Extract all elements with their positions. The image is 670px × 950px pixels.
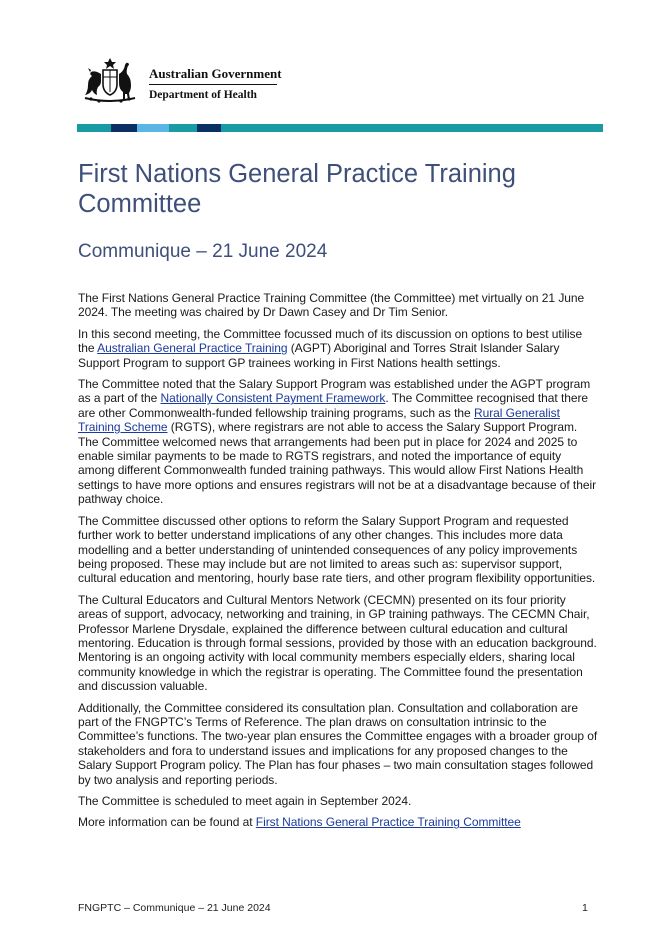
- government-logo: [77, 56, 282, 106]
- paragraph-next-meeting: The Committee is scheduled to meet again in September 2024.: [78, 794, 412, 808]
- rgts-link[interactable]: Rural Generalist Training Scheme: [78, 405, 560, 435]
- paragraph-more-info: [78, 815, 598, 829]
- paragraph-text: The Committee noted that the Salary Support Program was established under the AGPT program as a part of the: [78, 377, 591, 406]
- payment-framework-link[interactable]: Nationally Consistent Payment Framework: [160, 391, 386, 406]
- paragraph-text: In this second meeting, the Committee focussed much of its discussion on options to best utilise the: [78, 326, 583, 356]
- department-name: Department of Health: [149, 89, 257, 101]
- government-name: Australian Government: [149, 66, 282, 81]
- paragraph-focus: [78, 327, 598, 370]
- page-title: First Nations General Practice Training Committee: [78, 160, 516, 218]
- paragraph-salary-support: [78, 377, 598, 507]
- paragraph-meeting: The First Nations General Practice Training Committee (the Committee) met virtually on 21 June 2024. The meeting was chaired by Dr Dawn Casey and Dr Tim Senior.: [78, 291, 585, 320]
- logo-divider: [149, 84, 277, 85]
- page-subtitle: Communique – 21 June 2024: [78, 241, 328, 262]
- strip-segment: [197, 124, 221, 132]
- strip-segment: [169, 124, 197, 132]
- paragraph-text: (AGPT) Aboriginal and Torres Strait Islander Salary Support Program to support GP trainees working in First Nations health settings.: [78, 341, 560, 370]
- coat-of-arms-icon: [77, 56, 143, 104]
- strip-segment: [77, 124, 111, 132]
- paragraph-cecmn: The Cultural Educators and Cultural Mentors Network (CECMN) presented on its four priority areas of support, advocacy, networking and training, in GP training pathways. The CECMN Chair, Professor Marlene Drysdale, explained the difference between cultural education and cultural mentoring. Education is through formal sessions, provided by those with an education background. Mentoring is an ongoing activity with local community members especially elders, sharing local community knowledge in which the registrar is operating. The Committee found the presentation and discussion valuable.: [78, 592, 597, 694]
- strip-segment: [137, 124, 169, 132]
- footer-title: FNGPTC – Communique – 21 June 2024: [78, 902, 271, 914]
- page-number: 1: [582, 902, 588, 914]
- color-strip: [77, 124, 603, 132]
- paragraph-text: . The Committee recognised that there are other Commonwealth-funded fellowship training programs, such as the: [78, 391, 589, 420]
- agpt-link[interactable]: Australian General Practice Training: [97, 341, 288, 356]
- document-body: [78, 291, 598, 837]
- paragraph-text: (RGTS), where registrars are not able to access the Salary Support Program. The Committee welcomed news that arrangements had been put in place for 2024 and 2025 to enable similar payments to be made to RGTS registrars, and noted the importance of equity among different Commonwealth funded training pathways. This would allow First Nations Health settings to have more options and ensures registrars will not be at a disadvantage because of their pathway choice.: [78, 420, 597, 507]
- strip-segment: [111, 124, 137, 132]
- paragraph-reform-options: The Committee discussed other options to reform the Salary Support Program and requested further work to better understand implications of any other changes. This includes more data modelling and a better understanding of unintended consequences of any policy improvements being proposed. These may include but are not limited to areas such as: supervisor support, cultural education and mentoring, hourly base rate tiers, and other program flexibility opportunities.: [78, 513, 596, 586]
- paragraph-consultation: Additionally, the Committee considered its consultation plan. Consultation and collaboration are part of the FNGPTC’s Terms of Reference. The plan draws on consultation intrinsic to the Committee’s functions. The two-year plan ensures the Committee engages with a broader group of stakeholders and fora to understand issues and implications for any proposed changes to the Salary Support Program policy. The Plan has four phases – two main consultation stages followed by two analysis and reporting periods.: [78, 700, 598, 787]
- logo-wordmark: [149, 56, 282, 102]
- committee-link[interactable]: First Nations General Practice Training Committee: [255, 815, 521, 830]
- strip-segment: [221, 124, 603, 132]
- paragraph-text: More information can be found at: [78, 815, 256, 830]
